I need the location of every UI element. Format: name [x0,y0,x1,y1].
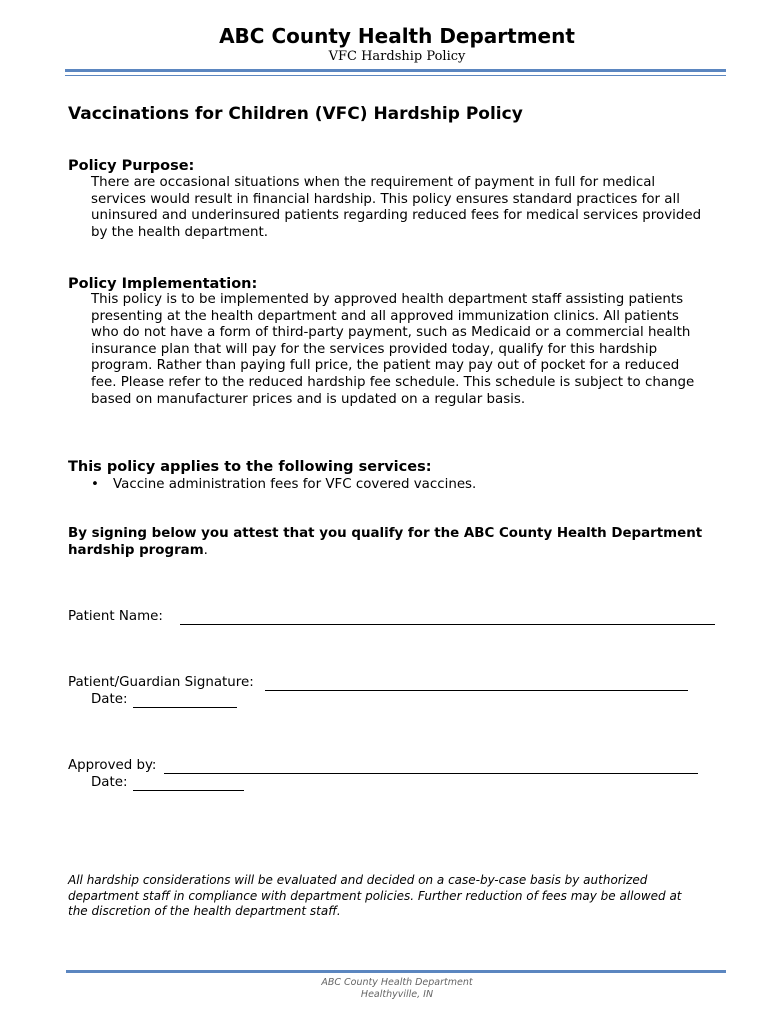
guardian-signature-label: Patient/Guardian Signature: [68,675,254,690]
policy-implementation-heading: Policy Implementation: [68,276,258,292]
footnote: All hardship considerations will be evaluated and decided on a case-by-case basis by authorized department staff in compliance with department policies. Further reduction of fees may be allowed at the discretion of the health department staff. [68,873,682,918]
policy-purpose-text: There are occasional situations when the requirement of payment in full for medical services would result in financial hardship. This policy ensures standard practices for all uninsured and underinsured patients regarding reduced fees for medical services provided by the health department. [91,175,702,240]
header-title: ABC County Health Department [219,24,575,48]
header-divider-thin [65,75,726,76]
approved-date-label: Date: [91,775,128,790]
bullet-icon: • [91,477,99,492]
policy-purpose-heading: Policy Purpose: [68,158,195,174]
guardian-date-field[interactable] [133,707,237,708]
patient-name-field[interactable] [180,624,715,625]
approved-date-field[interactable] [133,790,244,791]
services-heading: This policy applies to the following services: [68,459,432,475]
approved-by-label: Approved by: [68,758,157,773]
list-item: Vaccine administration fees for VFC covered vaccines. [113,477,477,492]
approved-by-field[interactable] [164,773,698,774]
policy-implementation-text: This policy is to be implemented by approved health department staff assisting patients presenting at the health department and all approved immunization clinics. All patients who do not have a form of third-party payment, such as Medicaid or a commercial health insurance plan that will pay for the services provided today, qualify for this hardship program. Rather than paying full price, the patient may pay out of pocket for a reduced fee. Please refer to the reduced hardship fee schedule. This schedule is subject to change based on manufacturer prices and is updated on a regular basis. [91,292,695,407]
guardian-signature-field[interactable] [265,690,688,691]
patient-name-label: Patient Name: [68,609,163,624]
attestation-statement: By signing below you attest that you qualify for the ABC County Health Department hardship program. [68,526,703,558]
footer-location: Healthyville, IN [360,989,434,1000]
document-title: Vaccinations for Children (VFC) Hardship Policy [68,104,523,124]
guardian-date-label: Date: [91,692,128,707]
header-subtitle: VFC Hardship Policy [328,49,466,64]
footer-org: ABC County Health Department [321,977,473,988]
header-divider [65,69,726,72]
footer-divider [66,970,726,973]
